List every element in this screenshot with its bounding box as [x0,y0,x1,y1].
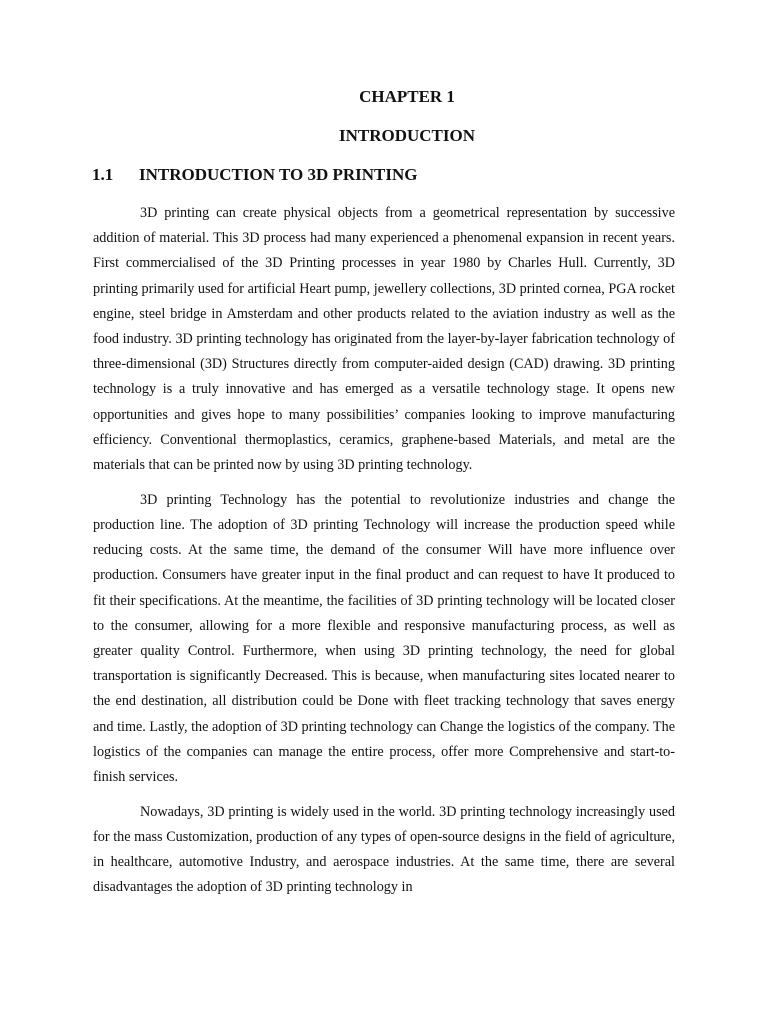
section-heading [92,164,418,186]
chapter-title: INTRODUCTION [338,126,476,145]
paragraph-1: 3D printing can create physical objects from a geometrical representation by successive addition of material. This 3D process had many experienced a phenomenal expansion in recent years. First commercialised of the 3D Printing processes in year 1980 by Charles Hull. Currently, 3D printing primarily used for artificial Heart pump, jewellery collections, 3D printed cornea, PGA rocket engine, steel bridge in Amsterdam and other products related to the aviation industry as well as the food industry. 3D printing technology has originated from the layer-by-layer fabrication technology of three-dimensional (3D) Structures directly from computer-aided design (CAD) drawing. 3D printing technology is a truly innovative and has emerged as a versatile technology stage. It opens new opportunities and gives hope to many possibilities’ companies looking to improve manufacturing efficiency. Conventional thermoplastics, ceramics, graphene-based Materials, and metal are the materials that can be printed now by using 3D printing technology. [93,205,675,474]
section-title: INTRODUCTION TO 3D PRINTING [139,165,418,184]
section-number: 1.1 [92,165,114,184]
body-text [93,201,675,910]
chapter-label: CHAPTER 1 [359,87,455,106]
paragraph-2: 3D printing Technology has the potential to revolutionize industries and change the production line. The adoption of 3D printing Technology will increase the production speed while reducing costs. At the same time, the demand of the consumer Will have more influence over production. Consumers have greater input in the final product and can request to have It produced to fit their specifications. At the meantime, the facilities of 3D printing technology will be located closer to the consumer, allowing for a more flexible and responsive manufacturing process, as well as greater quality Control. Furthermore, when using 3D printing technology, the need for global transportation is significantly Decreased. This is because, when manufacturing sites located nearer to the end destination, all distribution could be Done with fleet tracking technology that saves energy and time. Lastly, the adoption of 3D printing technology can Change the logistics of the company. The logistics of the companies can manage the entire process, offer more Comprehensive and start-to-finish services. [93,491,675,786]
paragraph-3: Nowadays, 3D printing is widely used in the world. 3D printing technology increasingly used for the mass Customization, production of any types of open-source designs in the field of agriculture, in healthcare, automotive Industry, and aerospace industries. At the same time, there are several disadvantages the adoption of 3D printing technology in [93,803,675,896]
